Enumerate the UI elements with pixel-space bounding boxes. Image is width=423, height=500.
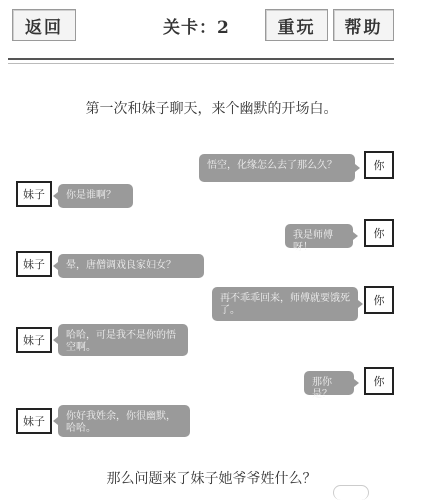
nametag-girl: 妹子: [16, 327, 52, 353]
chat-bubble-girl-3: 哈哈，可是我不是你的悟空啊。: [58, 324, 188, 356]
chat-bubble-you-4: 那你是？: [304, 371, 354, 395]
replay-button[interactable]: 重玩: [265, 9, 328, 41]
divider-line-secondary: [8, 63, 394, 64]
chat-bubble-you-2: 我是师傅呀！: [285, 224, 353, 248]
nametag-you: 你: [364, 286, 394, 314]
chat-bubble-you-3: 再不乖乖回来，师傅就要饿死了。: [212, 287, 358, 321]
question-prompt-bottom: 那么问题来了妹子她爷爷姓什么？: [106, 471, 317, 487]
help-button[interactable]: 帮助: [333, 9, 394, 41]
nametag-you: 你: [364, 219, 394, 247]
nametag-you: 你: [364, 151, 394, 179]
back-button[interactable]: 返回: [12, 9, 76, 41]
chat-bubble-you-1: 悟空，化缘怎么去了那么久？: [199, 154, 355, 182]
nametag-girl: 妹子: [16, 251, 52, 277]
level-indicator: 关卡：2: [163, 17, 230, 38]
question-prompt-top: 第一次和妹子聊天，来个幽默的开场白。: [85, 101, 338, 117]
divider-line: [8, 58, 394, 60]
chat-bubble-girl-4: 你好我姓余，你很幽默，哈哈。: [58, 405, 190, 437]
nametag-girl: 妹子: [16, 181, 52, 207]
top-toolbar: [0, 0, 423, 60]
chat-bubble-girl-2: 晕，唐僧调戏良家妇女？: [58, 254, 204, 278]
nametag-girl: 妹子: [16, 408, 52, 434]
chat-bubble-girl-1: 你是谁啊？: [58, 184, 133, 208]
nametag-you: 你: [364, 367, 394, 395]
